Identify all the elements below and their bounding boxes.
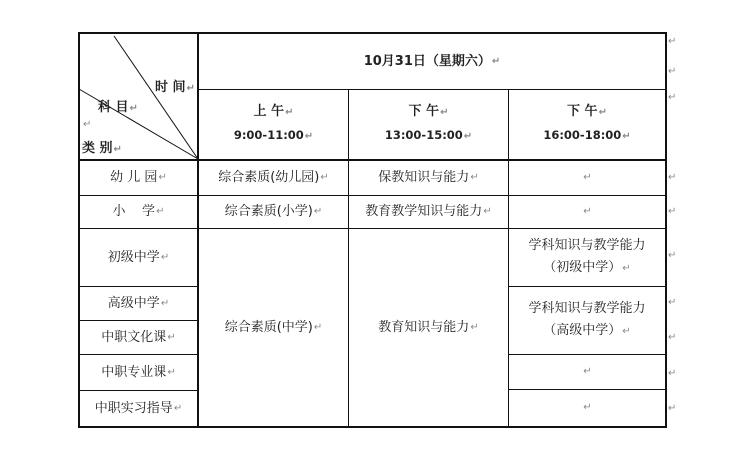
category-junior-middle: 初级中学 ↵ <box>107 249 170 265</box>
corner-label-subject: 科 目↵ <box>98 100 138 115</box>
row-end-mark: ↵ <box>668 206 677 217</box>
vocational-major-session-3: ↵ <box>583 366 592 377</box>
category-primary: 小 学 ↵ <box>112 204 165 219</box>
header-session-2: 下 午↵ 13:00-15:00↵ <box>384 104 473 142</box>
header-date: 10月31日（星期六） ↵ <box>363 53 501 69</box>
category-vocational-culture: 中职文化课 ↵ <box>101 329 176 345</box>
kindergarten-session-1: 综合素质(幼儿园) ↵ <box>218 170 329 185</box>
vocational-practice-session-3: ↵ <box>583 402 592 413</box>
junior-session-3: 学科知识与教学能力 （初级中学）↵ <box>528 238 646 275</box>
primary-session-3: ↵ <box>583 206 592 217</box>
corner-para-mark: ↵ <box>83 119 92 130</box>
row-end-mark: ↵ <box>668 66 677 77</box>
category-vocational-practice: 中职实习指导 ↵ <box>94 400 183 416</box>
row-end-mark: ↵ <box>668 250 677 261</box>
corner-label-category: 类 别↵ <box>82 141 122 156</box>
category-senior-middle: 高级中学 ↵ <box>107 295 170 311</box>
row-end-mark: ↵ <box>668 403 677 414</box>
primary-session-2: 教育教学知识与能力 ↵ <box>365 204 492 219</box>
kindergarten-session-3: ↵ <box>583 172 592 183</box>
row-end-mark: ↵ <box>668 172 677 183</box>
header-session-3: 下 午↵ 16:00-18:00↵ <box>543 104 631 142</box>
row-end-mark: ↵ <box>668 332 677 343</box>
kindergarten-session-2: 保教知识与能力 ↵ <box>378 170 479 185</box>
senior-session-3: 学科知识与教学能力 （高级中学）↵ <box>528 301 646 338</box>
row-end-mark: ↵ <box>668 297 677 308</box>
primary-session-1: 综合素质(小学) ↵ <box>224 204 323 219</box>
category-vocational-major: 中职专业课 ↵ <box>101 364 176 380</box>
secondary-session-1: 综合素质(中学) ↵ <box>224 319 323 335</box>
header-session-1: 上 午↵ 9:00-11:00↵ <box>233 104 314 142</box>
corner-label-time: 时 间↵ <box>155 80 195 95</box>
row-end-mark: ↵ <box>668 36 677 47</box>
row-end-mark: ↵ <box>668 92 677 103</box>
category-kindergarten: 幼 儿 园 ↵ <box>110 170 167 185</box>
row-end-mark: ↵ <box>668 368 677 379</box>
secondary-session-2: 教育知识与能力 ↵ <box>378 319 479 335</box>
